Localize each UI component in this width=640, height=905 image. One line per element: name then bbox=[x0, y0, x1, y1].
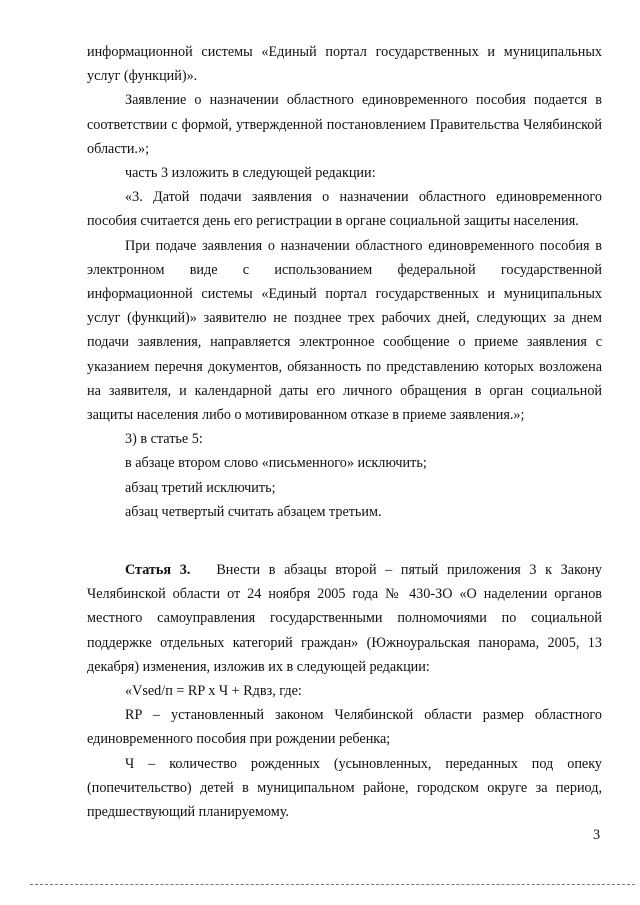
article-3-paragraph bbox=[87, 558, 602, 679]
paragraph-article-5-item-2: абзац третий исключить; bbox=[125, 479, 276, 496]
paragraph-article-5-item-1: в абзаце втором слово «письменного» исключить; bbox=[125, 455, 427, 472]
document-body bbox=[87, 40, 602, 824]
paragraph-article-5-intro: 3) в статье 5: bbox=[125, 431, 203, 448]
paragraph-rp-definition: RP – установленный законом Челябинской области размер областного единовременного пособия при рождении ребенка; bbox=[87, 707, 602, 748]
page-bottom-border bbox=[30, 884, 635, 885]
paragraph-ch-definition: Ч – количество рожденных (усыновленных, переданных под опеку (попечительство) детей в муниципальном районе, городском округе за период, предшествующий планируемому. bbox=[87, 755, 602, 821]
section-spacer bbox=[87, 524, 602, 558]
paragraph-part-3-text: «3. Датой подачи заявления о назначении областного единовременного пособия считается день его регистрации в органе социальной защиты населения. bbox=[87, 189, 602, 230]
page-number: 3 bbox=[593, 827, 601, 843]
paragraph-article-5-item-3: абзац четвертый считать абзацем третьим. bbox=[125, 503, 382, 520]
formula-line: «Vsed/п = RP х Ч + Rдвз, где: bbox=[125, 683, 302, 700]
paragraph-application-form: Заявление о назначении областного единовременного пособия подается в соответствии с формой, утвержденной постановлением Правительства Челябинской области.»; bbox=[87, 92, 602, 157]
paragraph-electronic-submission: При подаче заявления о назначении областного единовременного пособия в электронном виде с использованием федеральной государственной информационной системы «Единый портал государственных и муниципальных услуг (функций)» заявителю не позднее трех рабочих дней, следующих за днем подачи заявления, направляется электронное сообщение о приеме заявления с указанием перечня документов, обязанность по представлению которых возложена на заявителя, и календарной даты его личного обращения в орган социальной защиты населения либо о мотивированном отказе в приеме заявления.»; bbox=[87, 237, 602, 424]
paragraph-continuation: информационной системы «Единый портал государственных и муниципальных услуг (функций)». bbox=[87, 44, 602, 85]
paragraph-part-3-intro: часть 3 изложить в следующей редакции: bbox=[125, 165, 376, 182]
article-3-label: Статья 3. bbox=[125, 562, 191, 579]
article-3-text: Внести в абзацы второй – пятый приложения 3 к Закону Челябинской области от 24 ноября 2005 года № 430-ЗО «О наделении органов местного самоуправления государственными полномочиями по социальной поддержке отдельных категорий граждан» (Южноуральская панорама, 2005, 13 декабря) изменения, изложив их в следующей редакции: bbox=[87, 562, 603, 675]
